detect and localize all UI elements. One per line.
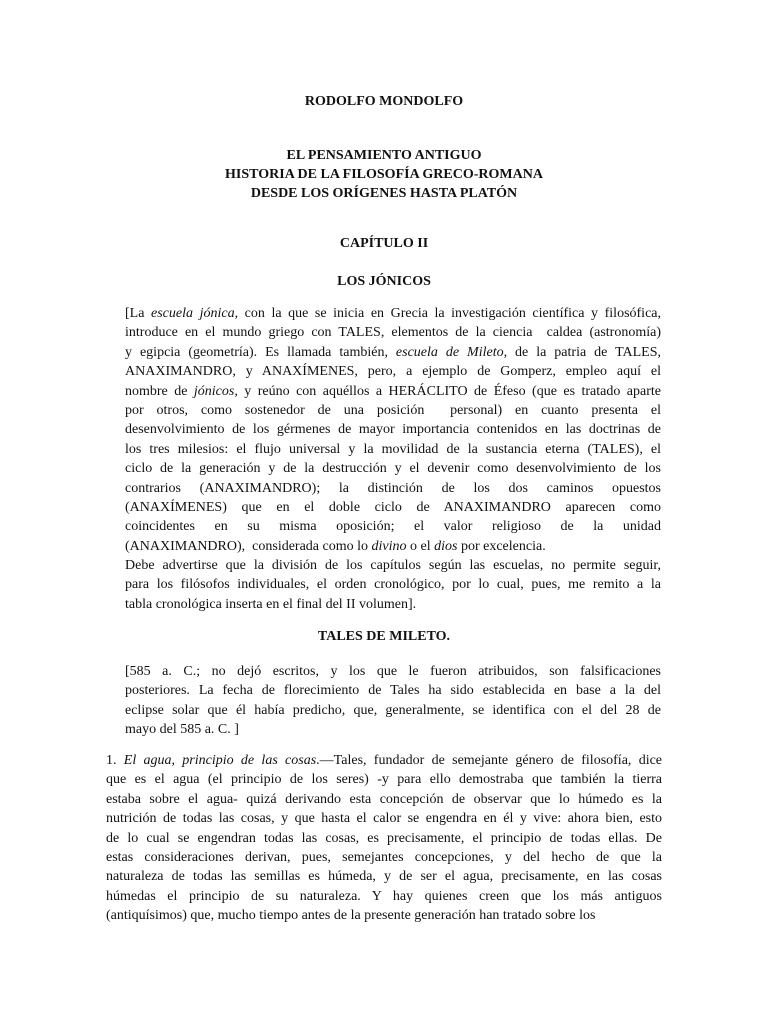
book-title — [0, 146, 768, 204]
text-line — [125, 362, 661, 381]
text-run: (ANAXIMANDRO), considerada como lo — [125, 538, 372, 554]
italic-text: escuela de Mileto, — [395, 344, 508, 360]
italic-text: El agua, principio de las cosas — [123, 753, 317, 768]
text-run: introduce en el mundo griego con TALES, elementos de la ciencia caldea (astronomía) — [125, 325, 661, 341]
text-line — [125, 517, 661, 536]
text-line — [125, 304, 661, 323]
text-line — [125, 459, 661, 478]
text-run: estaba sobre el agua- quizá derivando esta concepción de observar que lo húmedo es la — [106, 791, 662, 807]
text-run: de la patria de TALES, — [507, 344, 661, 360]
title-line: DESDE LOS ORÍGENES HASTA PLATÓN — [250, 186, 518, 202]
text-run: contrarios (ANAXIMANDRO); la distinción de los dos caminos opuestos — [125, 480, 661, 496]
text-run: naturaleza de todas las semillas es húmeda, y de ser el agua, precisamente, en las cosas — [106, 869, 662, 885]
text-run: , y reúno con aquéllos a HERÁCLITO de Éfeso (que es tratado aparte — [234, 383, 661, 399]
text-line — [125, 556, 661, 575]
text-line — [125, 420, 661, 439]
chapter-heading: CAPÍTULO II — [339, 236, 429, 251]
text-line — [106, 790, 662, 809]
text-line — [125, 382, 661, 401]
text-run: húmedas el principio de su naturaleza. Y hay quienes creen que los más antiguos — [106, 888, 662, 904]
text-line — [106, 887, 662, 906]
tales-note-paragraph — [125, 662, 661, 740]
text-line — [106, 848, 662, 867]
italic-text: escuela jónica — [151, 306, 235, 321]
text-run: o el — [406, 538, 435, 554]
text-run: eclipse solar que él había predicho, que, generalmente, se identifica con el del 28 de — [125, 702, 661, 718]
text-line — [106, 906, 662, 925]
text-line — [125, 701, 661, 720]
text-line — [125, 720, 661, 739]
text-run: [La — [125, 306, 152, 321]
text-run: por excelencia. — [457, 538, 546, 554]
text-run: tabla cronológica inserta en el final del II volumen]. — [125, 596, 417, 612]
chapter-title: LOS JÓNICOS — [337, 274, 431, 289]
text-run: y egipcia (geometría). Es llamada también, — [125, 344, 396, 360]
text-run: 1. — [106, 753, 124, 768]
text-line — [106, 809, 662, 828]
text-line — [125, 537, 661, 556]
text-run: (ANAXÍMENES) que en el doble ciclo de ANAXIMANDRO aparecen como — [125, 499, 661, 515]
text-line — [125, 440, 661, 459]
text-line — [125, 575, 661, 594]
chapter-note-paragraph — [125, 556, 661, 614]
italic-text: dios — [434, 538, 458, 554]
text-line — [106, 829, 662, 848]
text-run: ANAXIMANDRO, y ANAXÍMENES, pero, a ejemplo de Gomperz, empleo aquí el — [125, 364, 661, 380]
text-run: desenvolvimiento de los gérmenes de mayor importancia contenidos en las doctrinas de — [125, 422, 661, 438]
text-run: para los filósofos individuales, el orden cronológico, por lo cual, pues, me remito a la — [125, 577, 661, 593]
text-run: .—Tales, fundador de semejante género de filosofía, dice — [316, 753, 663, 768]
text-line — [125, 681, 661, 700]
italic-text: divino — [371, 538, 407, 554]
body-paragraph — [106, 751, 662, 926]
text-line — [125, 343, 661, 362]
text-line — [125, 498, 661, 517]
text-line — [125, 479, 661, 498]
text-run: los tres milesios: el flujo universal y la movilidad de la sustancia eterna (TALES), el — [125, 441, 661, 457]
text-line — [125, 662, 661, 681]
text-line — [125, 401, 661, 420]
text-run: por otros, como sostenedor de una posición personal) en cuanto presenta el — [125, 402, 661, 418]
title-line: EL PENSAMIENTO ANTIGUO — [286, 148, 482, 163]
text-run: estas consideraciones derivan, pues, semejantes concepciones, y del hecho de que la — [106, 849, 662, 865]
text-run: nutrición de todas las cosas, y que hasta el calor se engendra en él y vive: ahora bien, esto — [106, 811, 662, 827]
text-line — [125, 595, 661, 614]
text-run: Debe advertirse que la división de los capítulos según las escuelas, no permite seguir, — [125, 558, 661, 573]
text-run: de lo cual se engendran todas las cosas, es precisamente, el principio de todas ellas. De — [106, 830, 662, 846]
text-line — [106, 770, 662, 789]
text-run: nombre de — [125, 383, 194, 399]
text-run: , con la que se inicia en Grecia la investigación científica y filosófica, — [234, 306, 661, 321]
text-line — [106, 751, 662, 770]
italic-text: jónicos — [193, 383, 235, 399]
text-run: [585 a. C.; no dejó escritos, y los que le fueron atribuidos, son falsificaciones — [125, 664, 661, 679]
text-line — [125, 323, 661, 342]
text-run: coincidentes en su misma oposición; el valor religioso de la unidad — [125, 519, 661, 535]
text-run: ciclo de la generación y de la destrucción y el devenir como desenvolvimiento de los — [125, 461, 661, 477]
text-run: posteriores. La fecha de florecimiento de Tales ha sido establecida en base a la del — [125, 683, 661, 699]
text-line — [106, 867, 662, 886]
text-run: mayo del 585 a. C. ] — [125, 722, 239, 738]
text-run: (antiquísimos) que, mucho tiempo antes de la presente generación han tratado sobre los — [106, 908, 596, 924]
section-heading: TALES DE MILETO. — [317, 629, 451, 644]
text-run: que es el agua (el principio de los seres) -y para ello demostraba que también la tierra — [106, 772, 662, 788]
title-line: HISTORIA DE LA FILOSOFÍA GRECO-ROMANA — [225, 167, 543, 183]
author-heading: RODOLFO MONDOLFO — [304, 94, 464, 109]
intro-paragraph — [125, 304, 661, 556]
